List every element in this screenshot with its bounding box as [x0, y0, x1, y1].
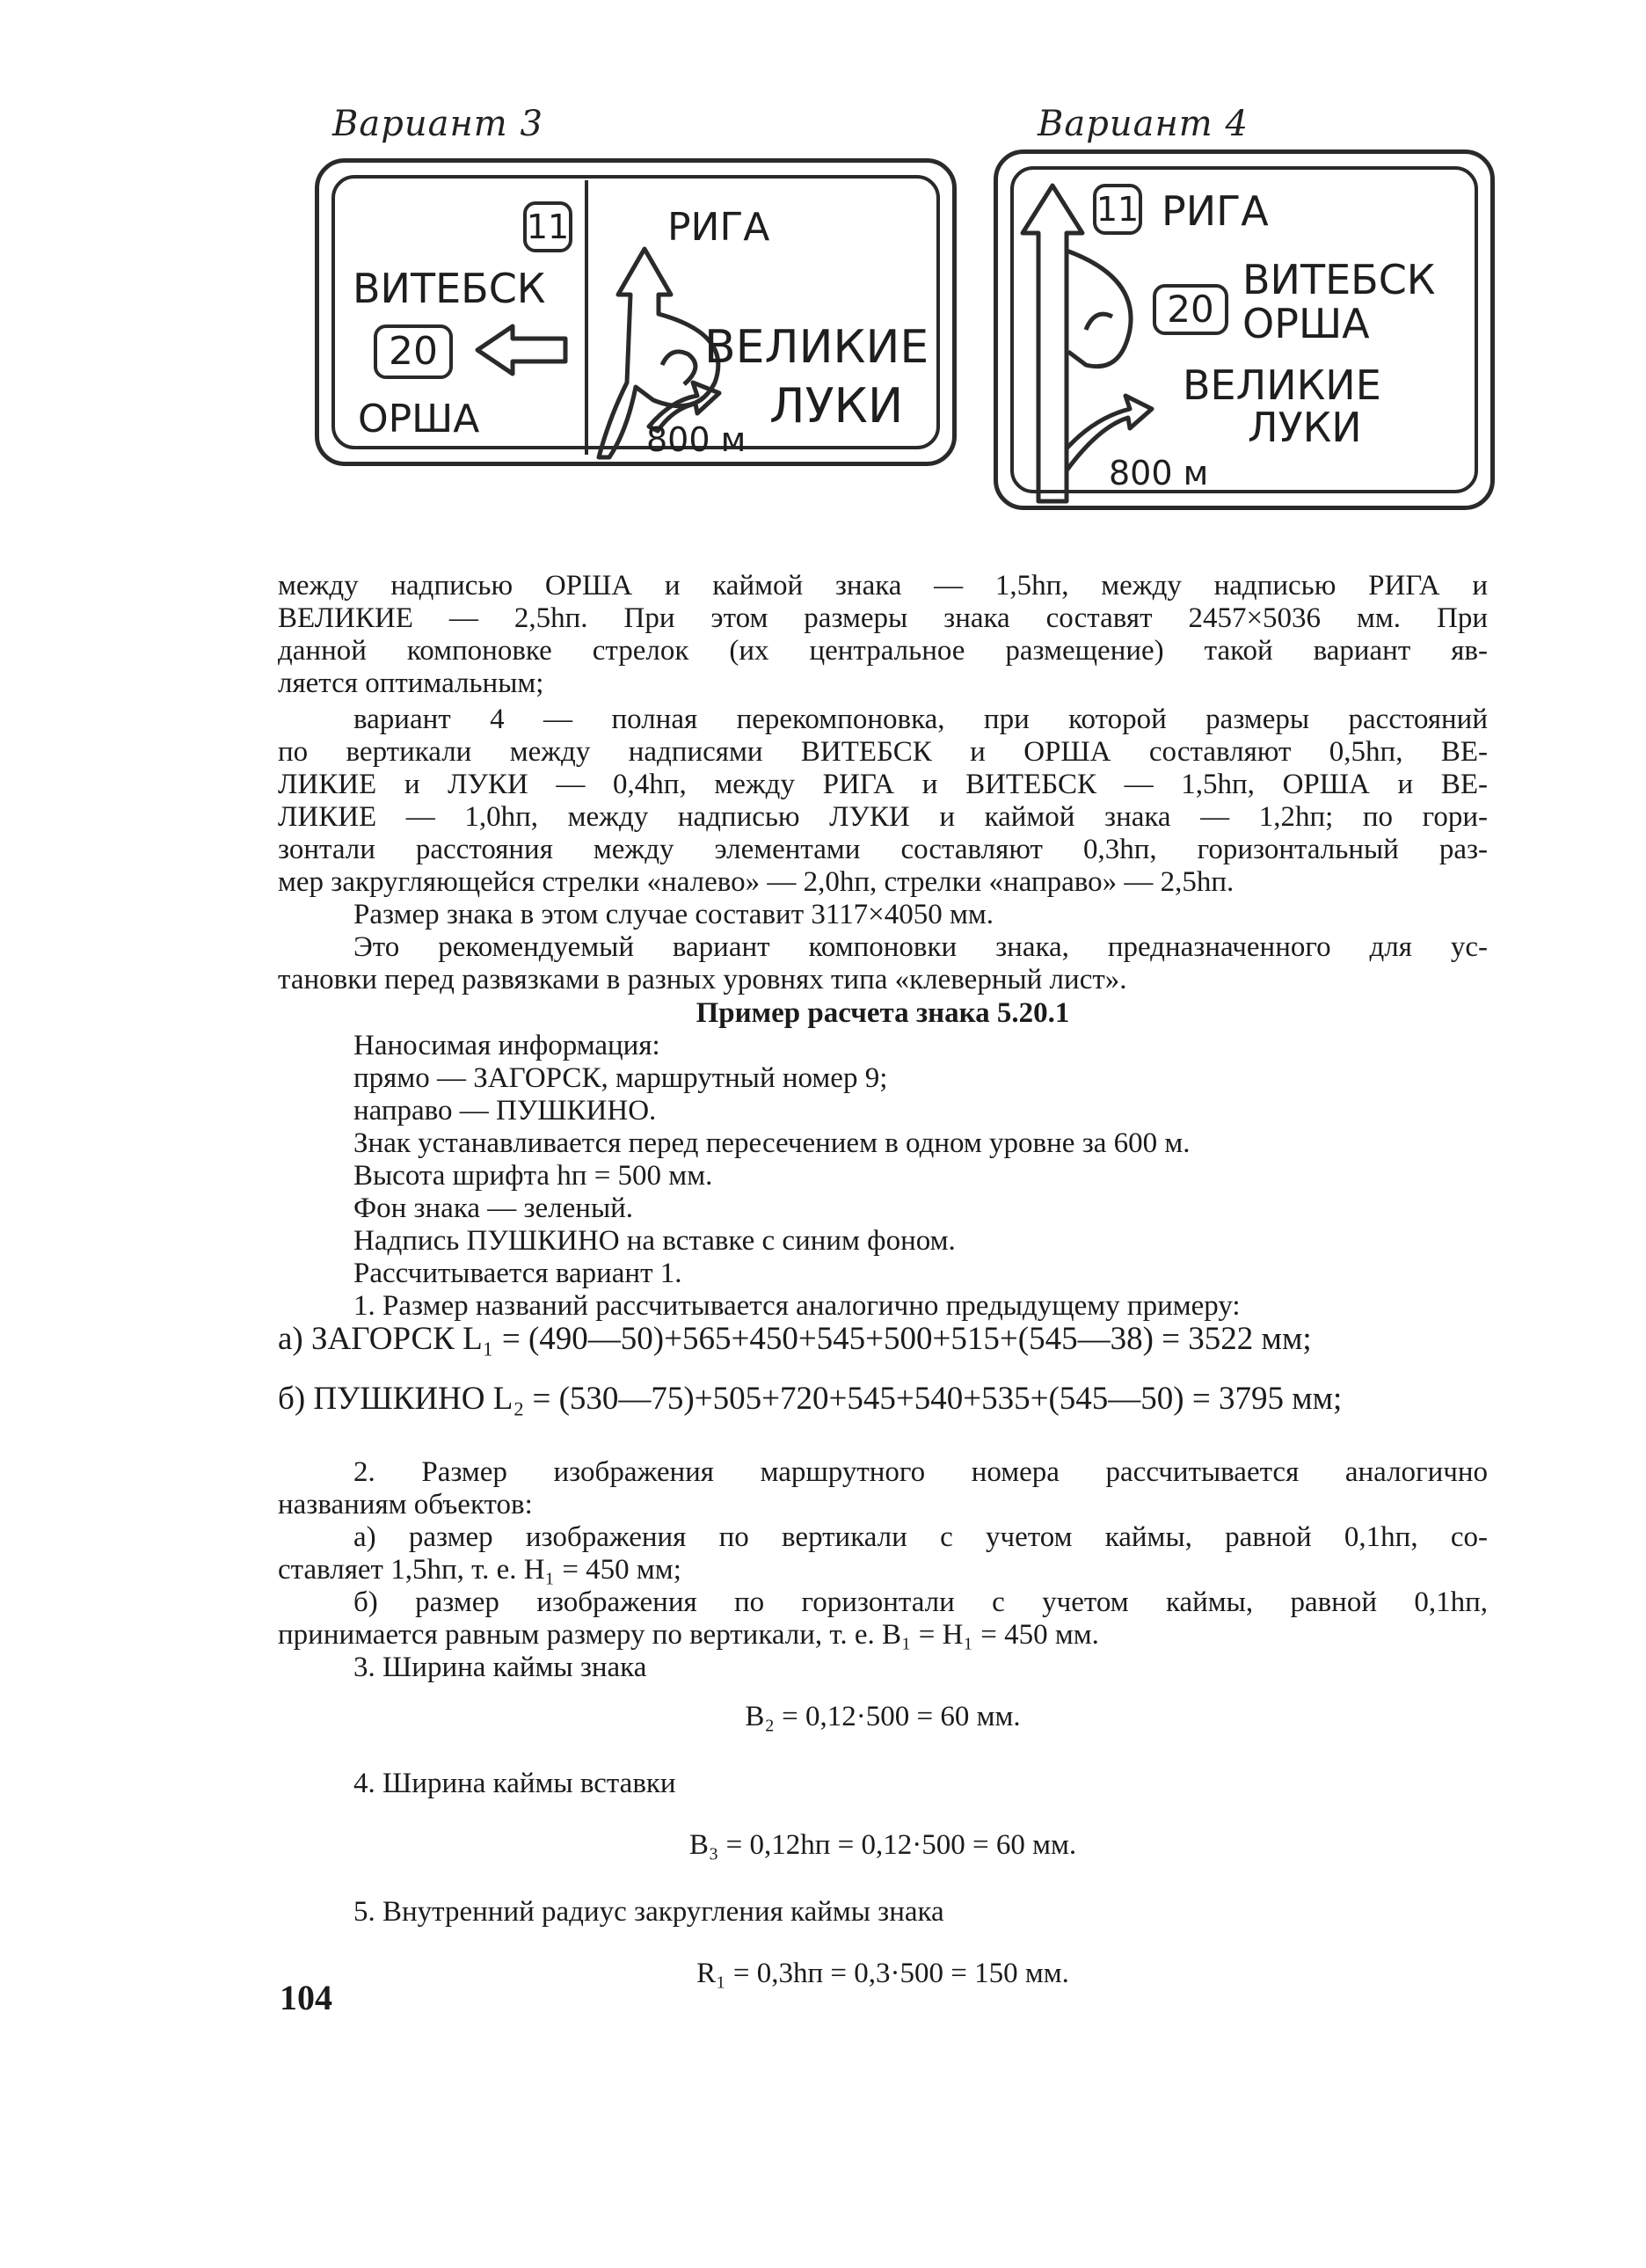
text-line: Наносимая информация: — [353, 1030, 660, 1061]
item-5 — [278, 1896, 1488, 1929]
example-section — [278, 997, 1488, 1323]
text-line: между надписью ОРША и каймой знака — 1,5hп, между надписью РИГА и — [278, 570, 1488, 602]
formula-3 — [278, 1701, 1488, 1733]
label-vitebsk: ВИТЕБСК — [1242, 256, 1436, 303]
route-number-11: 11 — [1093, 184, 1142, 235]
text-line: 2. Размер изображения маршрутного номера рассчитывается аналогично — [353, 1456, 1488, 1488]
formula-line: б) ПУШКИНО L₂ = (530—75)+505+720+545+540+535+(545—50) = 3795 мм; — [278, 1381, 1343, 1417]
label-velikie: ВЕЛИКИЕ — [1183, 361, 1381, 409]
variant-4-title: Вариант 4 — [1038, 104, 1249, 144]
text-line: вариант 4 — полная перекомпоновка, при которой размеры расстояний — [353, 704, 1488, 735]
text-line: ЛИКИЕ — 1,0hп, между надписью ЛУКИ и каймой знака — 1,2hп; по гори- — [278, 801, 1488, 833]
text-line: зонтали расстояния между элементами составляют 0,3hп, горизонтальный раз- — [278, 834, 1488, 865]
text-line: 1. Размер названий рассчитывается аналогично предыдущему примеру: — [353, 1290, 1241, 1322]
text-line: Высота шрифта hп = 500 мм. — [353, 1160, 713, 1192]
text-line: Это рекомендуемый вариант компоновки знака, предназначенного для ус- — [353, 931, 1488, 963]
label-distance: 800 м — [646, 420, 747, 459]
items-2 — [278, 1456, 1488, 1684]
text-line: направо — ПУШКИНО. — [353, 1095, 657, 1127]
text-line: Знак устанавливается перед пересечением в одном уровне за 600 м. — [353, 1127, 1191, 1159]
route-number-11: 11 — [523, 201, 572, 252]
formula-line: R₁ = 0,3hп = 0,3·500 = 150 мм. — [696, 1958, 1069, 1989]
text-line: 5. Внутренний радиус закругления каймы знака — [353, 1896, 944, 1928]
formula-line: B₂ = 0,12·500 = 60 мм. — [745, 1701, 1021, 1732]
text-line: принимается равным размеру по вертикали, т. е. B₁ = H₁ = 450 мм. — [278, 1619, 1099, 1651]
text-line: Фон знака — зеленый. — [353, 1192, 634, 1224]
label-distance: 800 м — [1109, 454, 1209, 492]
label-velikie: ВЕЛИКИЕ — [704, 321, 929, 374]
text-line: тановки перед развязками в разных уровнях типа «клеверный лист». — [278, 964, 1127, 995]
formula-5 — [278, 1958, 1488, 1990]
text-line: Надпись ПУШКИНО на вставке с синим фоном. — [353, 1225, 956, 1257]
text-line: мер закругляющейся стрелки «налево» — 2,0hп, стрелки «направо» — 2,5hп. — [278, 866, 1234, 898]
variant-4-sign — [994, 149, 1495, 510]
text-line: по вертикали между надписями ВИТЕБСК и ОРША составляют 0,5hп, ВЕ- — [278, 736, 1488, 768]
text-line: а) размер изображения по вертикали с учетом каймы, равной 0,1hп, со- — [353, 1521, 1488, 1553]
text-line: ляется оптимальным; — [278, 667, 544, 699]
item-4 — [278, 1768, 1488, 1800]
route-number-20: 20 — [1153, 284, 1228, 335]
label-riga: РИГА — [667, 205, 770, 250]
formula-line: а) ЗАГОРСК L₁ = (490—50)+565+450+545+500+515+(545—38) = 3522 мм; — [278, 1321, 1312, 1357]
text-line: 4. Ширина каймы вставки — [353, 1768, 676, 1799]
variant-3-sign — [315, 158, 957, 466]
formula-4 — [278, 1829, 1488, 1862]
label-vitebsk: ВИТЕБСК — [353, 265, 546, 312]
paragraph-variant-3 — [278, 570, 1488, 700]
page-number: 104 — [280, 1978, 332, 2017]
text-line: названиям объектов: — [278, 1489, 533, 1521]
label-luki: ЛУКИ — [1248, 404, 1362, 451]
text-line: данной компоновке стрелок (их центральное размещение) такой вариант яв- — [278, 635, 1488, 667]
label-riga: РИГА — [1162, 187, 1269, 235]
text-line: ставляет 1,5hп, т. е. H₁ = 450 мм; — [278, 1554, 681, 1586]
text-line: ЛИКИЕ и ЛУКИ — 0,4hп, между РИГА и ВИТЕБСК — 1,5hп, ОРША и ВЕ- — [278, 769, 1488, 800]
formula-line: B₃ = 0,12hп = 0,12·500 = 60 мм. — [688, 1829, 1077, 1861]
text-line: ВЕЛИКИЕ — 2,5hп. При этом размеры знака составят 2457×5036 мм. При — [278, 602, 1488, 634]
paragraph-variant-4 — [278, 704, 1488, 996]
text-line: Размер знака в этом случае составит 3117×4050 мм. — [353, 899, 994, 930]
label-luki: ЛУКИ — [769, 378, 904, 434]
text-line: 3. Ширина каймы знака — [353, 1652, 647, 1683]
text-line: Рассчитывается вариант 1. — [353, 1258, 682, 1289]
variant-3-title: Вариант 3 — [332, 104, 543, 144]
text-line: прямо — ЗАГОРСК, маршрутный номер 9; — [353, 1062, 888, 1094]
label-orsha: ОРША — [1242, 300, 1370, 347]
example-heading: Пример расчета знака 5.20.1 — [696, 997, 1070, 1029]
label-orsha: ОРША — [358, 397, 480, 441]
route-number-20: 20 — [374, 325, 453, 379]
formula-b — [278, 1382, 1488, 1415]
text-line: б) размер изображения по горизонтали с учетом каймы, равной 0,1hп, — [353, 1586, 1488, 1618]
formula-a — [278, 1323, 1488, 1355]
